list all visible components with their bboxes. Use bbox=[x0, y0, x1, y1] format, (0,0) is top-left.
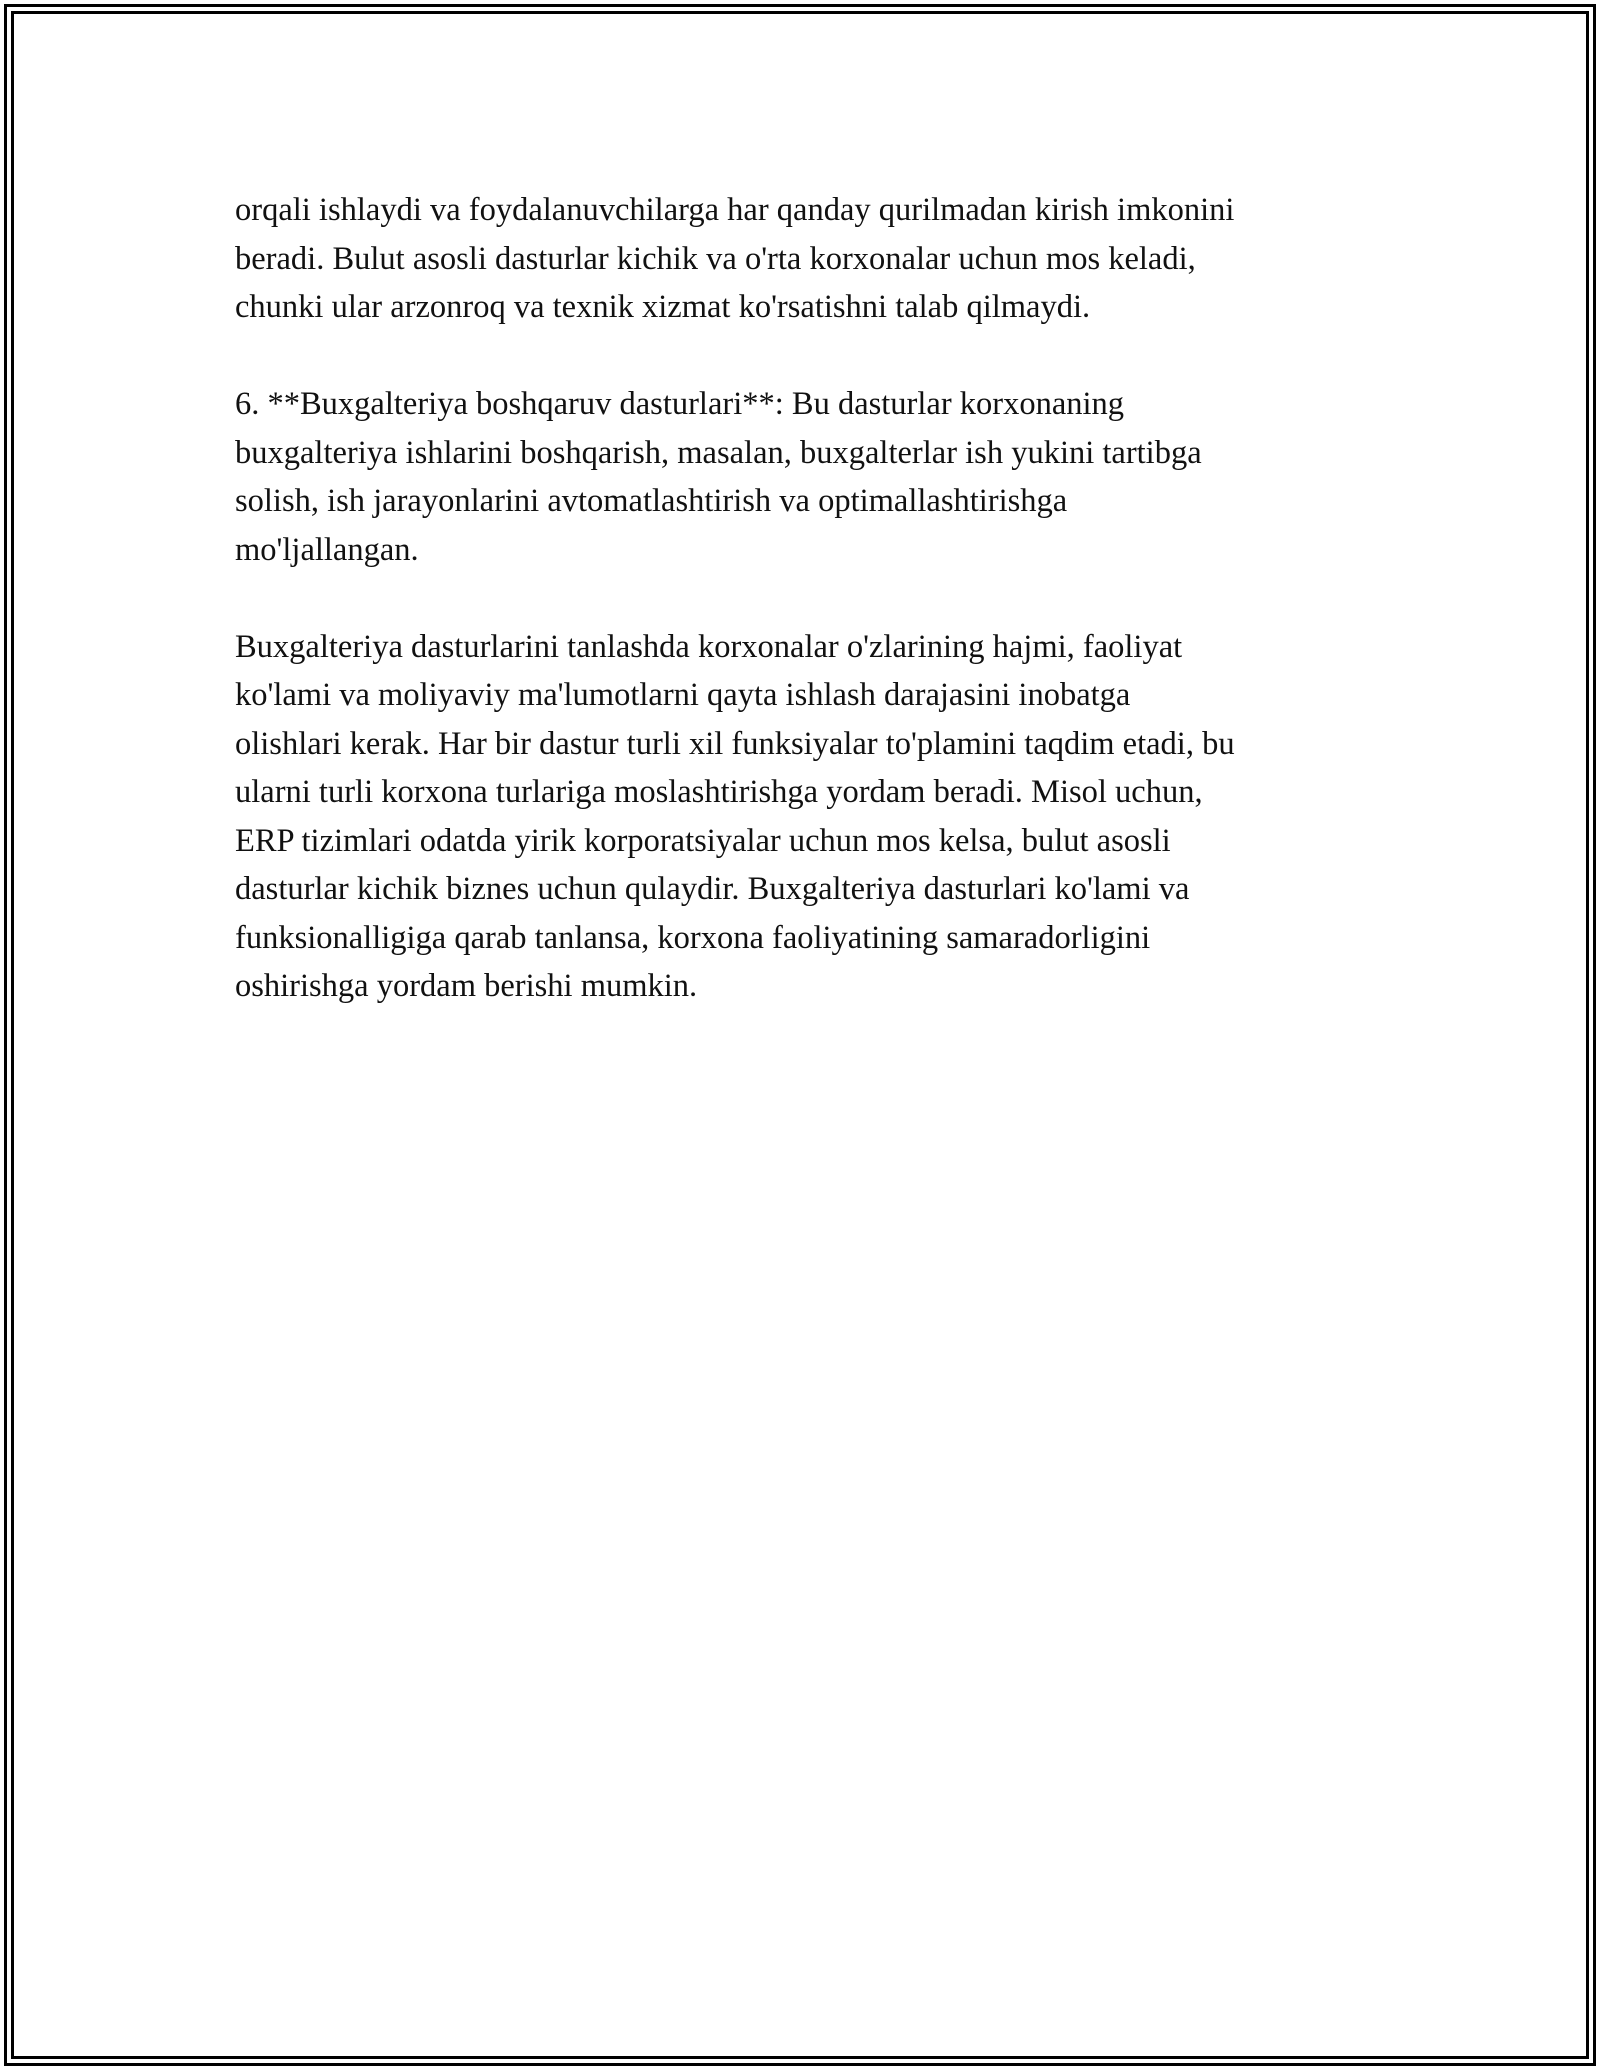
paragraph-accounting-management-software: 6. **Buxgalteriya boshqaruv dasturlari**: Bu dasturlar korxonaning buxgalteriya ishlarini boshqarish, masalan, buxgalterlar ish yukini tartibga solish, ish jarayonlarini avtomatlashtirish va optimallashtirishga mo'ljallangan. bbox=[235, 386, 1202, 568]
document-body bbox=[235, 186, 1370, 1059]
paragraph-choosing-software: Buxgalteriya dasturlarini tanlashda korxonalar o'zlarining hajmi, faoliyat ko'lami va moliyaviy ma'lumotlarni qayta ishlash darajasini inobatga olishlari kerak. Har bir dastur turli xil funksiyalar to'plamini taqdim etadi, bu ularni turli korxona turlariga moslashtirishga yordam beradi. Misol uchun, ERP tizimlari odatda yirik korporatsiyalar uchun mos kelsa, bulut asosli dasturlar kichik biznes uchun qulaydir. Buxgalteriya dasturlari ko'lami va funksionalligiga qarab tanlansa, korxona faoliyatining samaradorligini oshirishga yordam berishi mumkin. bbox=[235, 628, 1235, 1004]
paragraph-cloud-software: orqali ishlaydi va foydalanuvchilarga har qanday qurilmadan kirish imkonini beradi. Bulut asosli dasturlar kichik va o'rta korxonalar uchun mos keladi, chunki ular arzonroq va texnik xizmat ko'rsatishni talab qilmaydi. bbox=[235, 192, 1235, 325]
